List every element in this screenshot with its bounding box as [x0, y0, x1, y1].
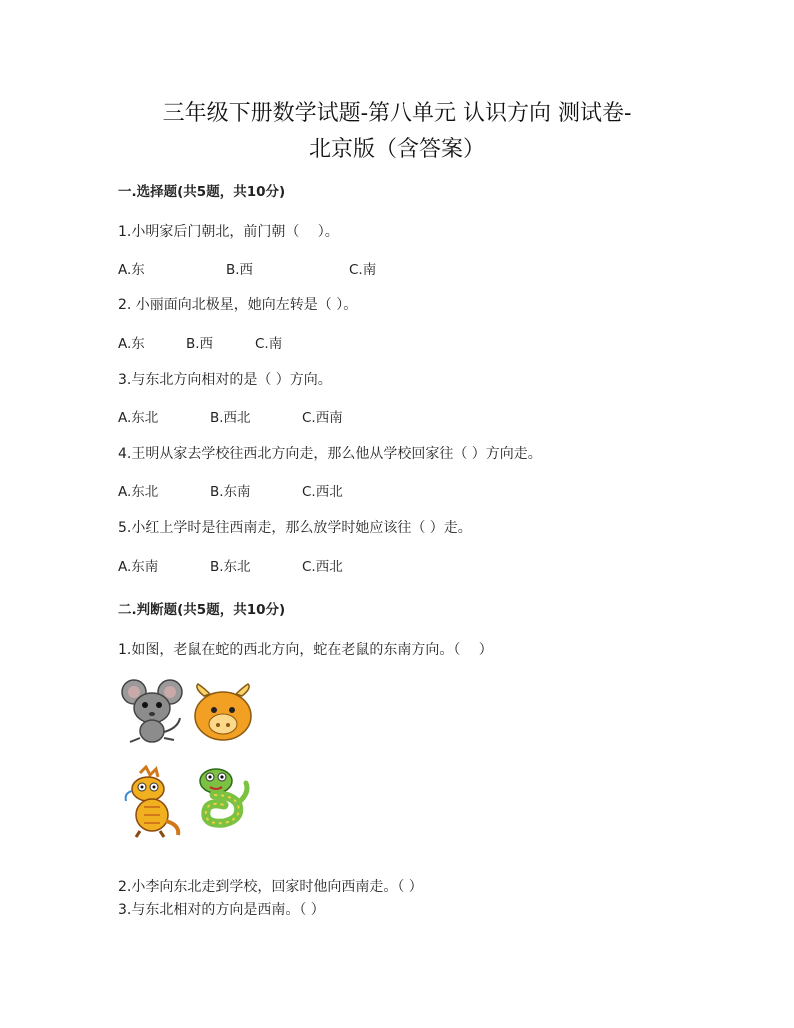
s1-q1-option-b: B.西 [226, 262, 254, 278]
s1-question-4: 4.王明从家去学校往西北方向走，那么他从学校回家往（ ）方向走。 [118, 446, 542, 462]
s1-q4-option-b: B.东南 [210, 484, 251, 500]
section2-heading: 二.判断题(共5题，共10分) [118, 602, 286, 618]
snake-image [194, 765, 258, 831]
s1-question-1: 1.小明家后门朝北，前门朝（ ）。 [118, 224, 339, 240]
dragon-image [120, 765, 186, 839]
section1-heading: 一.选择题(共5题，共10分) [118, 184, 286, 200]
s2-question-1: 1.如图，老鼠在蛇的西北方向，蛇在老鼠的东南方向。（ ） [118, 642, 493, 658]
s1-q2-option-a: A.东 [118, 336, 145, 352]
page-title-line1: 三年级下册数学试题-第八单元 认识方向 测试卷- [162, 101, 632, 126]
s1-q1-option-a: A.东 [118, 262, 145, 278]
s1-question-3: 3.与东北方向相对的是（ ）方向。 [118, 372, 332, 388]
s1-q3-option-a: A.东北 [118, 410, 159, 426]
s2-question-2: 2.小李向东北走到学校，回家时他向西南走。（ ） [118, 879, 423, 895]
s1-q5-option-a: A.东南 [118, 559, 159, 575]
s1-question-2: 2. 小丽面向北极星，她向左转是（ ）。 [118, 297, 358, 313]
ox-image [190, 682, 256, 744]
s1-question-5: 5.小红上学时是往西南走，那么放学时她应该往（ ）走。 [118, 520, 472, 536]
s1-q5-option-c: C.西北 [302, 559, 343, 575]
s1-q2-option-c: C.南 [255, 336, 283, 352]
s1-q1-option-c: C.南 [349, 262, 377, 278]
s2-question-3: 3.与东北相对的方向是西南。（ ） [118, 902, 325, 918]
s1-q5-option-b: B.东北 [210, 559, 251, 575]
mouse-image [120, 678, 184, 746]
s1-q4-option-a: A.东北 [118, 484, 159, 500]
s1-q2-option-b: B.西 [186, 336, 214, 352]
page-title-line2: 北京版（含答案） [308, 137, 485, 162]
s1-q4-option-c: C.西北 [302, 484, 343, 500]
s1-q3-option-c: C.西南 [302, 410, 343, 426]
s1-q3-option-b: B.西北 [210, 410, 251, 426]
